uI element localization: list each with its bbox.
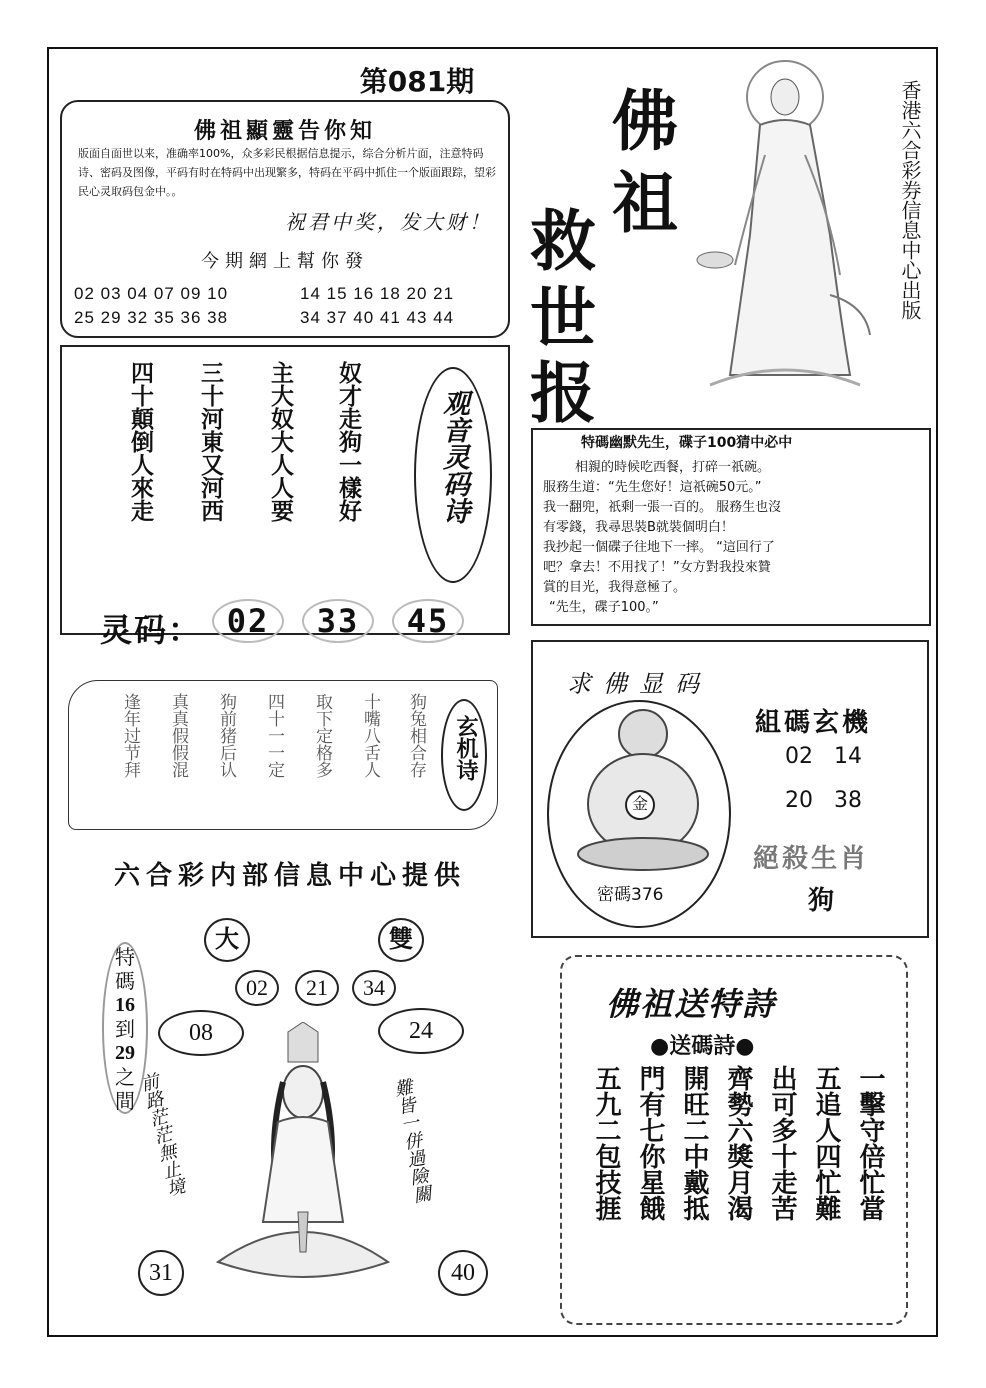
joke-line-4: 有零錢，我尋思裝B就裝個明白！ — [543, 520, 734, 535]
issue-number: 第081期 — [359, 65, 475, 98]
publisher-vertical: 香港六合彩券信息中心出版 — [898, 80, 922, 320]
special-range-4: 到 — [115, 1017, 135, 1041]
xuanji-col-7: 狗兔相合存 — [406, 693, 426, 778]
numbers-row2-b: 34 37 40 41 43 44 — [300, 308, 455, 327]
song-col-4: 齊勢六獎月渴 — [723, 1065, 753, 1221]
secret-code: 密碼376 — [597, 885, 664, 905]
intro-box — [60, 100, 510, 338]
intro-text: 版面自面世以来，准确率100%，众多彩民根据信息提示，综合分析片面，注意特码诗、密码及图像，平码有时在特码中出现繁多，特码在平码中抓住一个版面跟踪，望彩民心灵取码包金中。。 — [78, 147, 496, 198]
circle-top-3: 34 — [352, 970, 396, 1006]
double-badge: 雙 — [378, 918, 424, 962]
circle-bottom-left: 31 — [138, 1250, 184, 1296]
info-center-line: 六合彩内部信息中心提供 — [113, 861, 466, 891]
special-range-6: 之 — [115, 1065, 135, 1089]
code-oval-2 — [302, 599, 374, 643]
code-oval-1 — [212, 599, 284, 643]
joke-line-1: 相親的時候吃西餐，打碎一祇碗。 — [575, 460, 771, 475]
intro-title: 佛祖顯靈告你知 — [193, 119, 376, 144]
intro-wish: 祝君中奖，发大财！ — [285, 210, 492, 234]
combo-row-1: 02 14 — [785, 744, 862, 769]
numbers-row1-b: 14 15 16 18 20 21 — [300, 284, 455, 303]
buddha-box — [531, 640, 929, 938]
poem-column-2: 三十河東又河西 — [197, 361, 223, 522]
title-char-5: 报 — [530, 354, 596, 432]
lucky-code-2: 33 — [316, 602, 360, 640]
kill-zodiac-title: 絕殺生肖 — [753, 844, 870, 874]
poem-column-1: 四十顛倒人來走 — [127, 361, 153, 522]
special-range-7: 間 — [115, 1089, 135, 1113]
special-range-3: 16 — [115, 994, 135, 1016]
song-col-6: 五追人四忙難 — [811, 1065, 841, 1221]
buddha-arc-title: 求佛显码 — [567, 670, 711, 698]
xuanji-col-2: 真真假假混 — [168, 693, 188, 778]
special-range-2: 碼 — [115, 969, 135, 993]
joke-line-8: “先生，碟子100。” — [549, 600, 659, 615]
poem-label: 观音灵码诗 — [438, 389, 469, 524]
xuanji-col-4: 四十一一定 — [264, 693, 284, 778]
joke-line-7: 賞的目光，我得意極了。 — [543, 580, 687, 595]
lucky-code-1: 02 — [226, 602, 270, 640]
special-range-5: 29 — [115, 1042, 135, 1064]
guanyin-poem-box — [60, 345, 510, 649]
title-char-1: 佛 — [612, 82, 678, 160]
joke-title: 特碼幽默先生，碟子100猜中必中 — [581, 435, 793, 451]
poem-column-3: 主大奴大人人要 — [267, 361, 293, 522]
circle-top-2: 21 — [295, 970, 339, 1006]
guanyin-seated-image — [208, 1022, 398, 1292]
joke-box — [531, 428, 931, 626]
circle-right: 24 — [378, 1008, 464, 1054]
combo-title: 組碼玄機 — [755, 708, 872, 738]
song-poem-box — [560, 955, 908, 1325]
song-col-3: 開旺二中戴抵 — [679, 1065, 709, 1221]
combo-row-2: 20 38 — [785, 788, 862, 813]
joke-line-6: 吧？拿去！不用找了！”女方對我投來贊 — [543, 560, 771, 575]
joke-line-3: 我一翻兜，祇剩一張一百的。 服務生也沒 — [543, 500, 782, 515]
circle-left: 08 — [158, 1010, 244, 1056]
circle-bottom-right: 40 — [438, 1250, 488, 1296]
intro-subtitle: 今期網上幫你發 — [201, 251, 369, 272]
kill-zodiac-value: 狗 — [808, 886, 835, 916]
poem-label-oval — [414, 367, 492, 583]
title-char-2: 祖 — [612, 164, 678, 242]
xuanji-col-3: 狗前猪后认 — [216, 693, 236, 778]
gold-medallion: 金 — [625, 790, 655, 820]
guanyin-standing-image — [690, 55, 880, 395]
verse-left: 前路茫茫無止境 — [136, 1071, 187, 1199]
song-col-7: 一擊守倍忙當 — [855, 1065, 885, 1221]
joke-line-2: 服務生道：“先生您好！這祇碗50元。” — [543, 480, 762, 495]
poem-column-4: 奴才走狗一樣好 — [335, 361, 361, 522]
laughing-buddha-image — [573, 704, 713, 874]
lucky-code-3: 45 — [406, 602, 450, 640]
joke-line-5: 我抄起一個碟子往地下一摔。 “這回行了 — [543, 540, 775, 555]
song-col-5: 出可多十走苦 — [767, 1065, 797, 1221]
song-poem-title: 佛祖送特詩 — [606, 985, 777, 1023]
title-char-4: 世 — [530, 279, 596, 357]
numbers-row1-a: 02 03 04 07 09 10 — [74, 284, 229, 303]
xuanji-scroll — [68, 680, 498, 830]
xuanji-col-5: 取下定格多 — [312, 693, 332, 778]
xuanji-label: 玄机诗 — [453, 715, 478, 781]
xuanji-col-6: 十嘴八舌人 — [360, 693, 380, 778]
code-oval-3 — [392, 599, 464, 643]
song-col-2: 門有七你星餓 — [635, 1065, 665, 1221]
circle-top-1: 02 — [235, 970, 279, 1006]
xuanji-label-oval — [441, 699, 487, 811]
numbers-row2-a: 25 29 32 35 36 38 — [74, 308, 229, 327]
title-char-3: 救 — [530, 202, 596, 280]
xuanji-col-1: 逢年过节拜 — [120, 693, 140, 778]
special-range-1: 特 — [115, 945, 135, 969]
song-poem-subtitle: ●送碼詩● — [650, 1034, 755, 1059]
verse-right: 難皆一併過險關 — [390, 1077, 433, 1205]
lucky-code-label: 灵码： — [100, 611, 203, 649]
song-col-1: 五九二包技捱 — [591, 1065, 621, 1221]
big-badge: 大 — [204, 918, 250, 962]
